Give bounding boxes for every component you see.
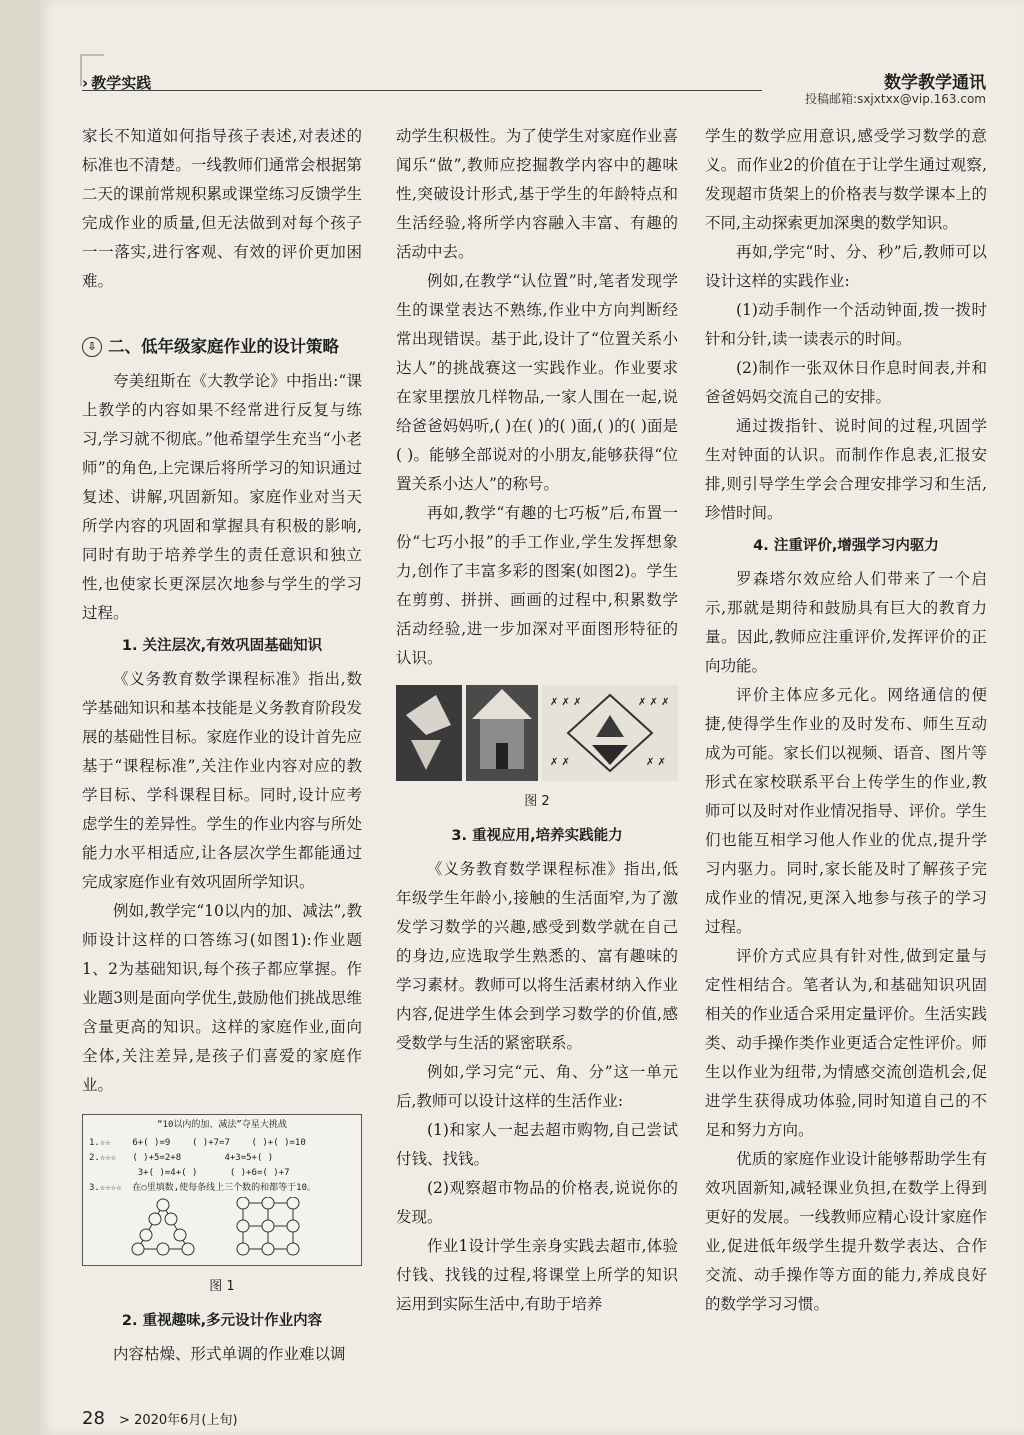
column-2 [396,122,678,1319]
header-rule [82,90,762,91]
download-icon: ⇩ [82,337,102,357]
paragraph: 评价方式应具有针对性,做到定量与定性相结合。笔者认为,和基础知识巩固相关的作业适合采用定量评价。生活实践类、动手操作类作业更适合定性评价。师生以作业为纽带,为情感交流创造机会,促进学生获得成功体验,同时知道自己的不足和努力方向。 [705,947,987,1139]
journal-title: 数学教学通讯 [884,73,986,93]
paragraph: 通过拨指针、说时间的过程,巩固学生对钟面的认识。而制作作息表,汇报安排,则引导学生学会合理安排学习和生活,珍惜时间。 [705,417,987,522]
tangram-boat-shape [542,685,678,781]
paragraph: 《义务教育数学课程标准》指出,数学基础知识和基本技能是义务教育阶段发展的基础性目标。家庭作业的设计首先应基于“课程标准”,关注作业内容对应的教学目标、学科课程目标。同时,设计应考虑学生的差异性。学生的作业内容与所处能力水平相适应,让各层次学生都能通过完成家庭作业有效巩固所学知识。 [82,670,362,891]
paragraph: (2)制作一张双休日作息时间表,并和爸爸妈妈交流自己的安排。 [705,359,987,406]
paragraph: 再如,教学“有趣的七巧板”后,布置一份“七巧小报”的手工作业,学生发挥想象力,创作了丰富多彩的图案(如图2)。学生在剪剪、拼拼、画画的过程中,积累数学活动经验,进一步加深对平面图形特征的认识。 [396,504,678,667]
figure-1-row: 2.☆☆☆ ( )+5=2+8 4+3=5+( ) [89,1153,274,1163]
svg-text:✗ ✗: ✗ ✗ [550,757,570,768]
figure-1-row: 3+( )=4+( ) ( )+6=( )+7 [89,1168,290,1178]
section-label-text: 教学实践 [91,74,152,92]
figure-1-row: 1.☆☆ 6+( )=9 ( )+7=7 ( )+( )=10 [89,1138,306,1148]
subheading: 2. 重视趣味,多元设计作业内容 [121,1313,323,1329]
figure-2-caption: 图 2 [524,794,550,809]
paragraph: 罗森塔尔效应给人们带来了一个启示,那就是期待和鼓励具有巨大的教育力量。因此,教师应注重评价,发挥评价的正向功能。 [705,570,987,675]
figure-2 [396,685,678,781]
paragraph: 学生的数学应用意识,感受学习数学的意义。而作业2的价值在于让学生通过观察,发现超市货架上的价格表与数学课本上的不同,主动探索更加深奥的数学知识。 [705,127,987,232]
figure-1 [82,1114,362,1266]
page-header [82,68,986,108]
paragraph: 例如,在教学“认位置”时,笔者发现学生的课堂表达不熟练,作业中方向判断经常出现错误。基于此,设计了“位置关系小达人”的挑战赛这一实践作业。作业要求在家里摆放几样物品,一家人围在一起,说给爸爸妈妈听,( )在( )的( )面,( )的( )面是( )。能够全部说对的小朋友,能够获得“位置关系小达人”的称号。 [396,272,678,493]
svg-text:✗ ✗ ✗: ✗ ✗ ✗ [550,697,582,708]
tangram-photo [466,685,538,781]
tangram-shape [396,685,462,781]
paragraph: 内容枯燥、形式单调的作业难以调 [113,1345,346,1363]
section-label [82,72,151,93]
paragraph: 例如,教学完“10以内的加、减法”,教师设计这样的口答练习(如图1):作业题1、2为基础知识,每个孩子都应掌握。作业题3则是面向学优生,鼓励他们挑战思维含量更高的知识。这样的家庭作业,面向全体,关注差异,是孩子们喜爱的家庭作业。 [82,902,362,1094]
paragraph: (1)和家人一起去超市购物,自己尝试付钱、找钱。 [396,1121,678,1168]
tangram-house-shape [466,685,538,781]
paragraph: 家长不知道如何指导孩子表述,对表述的标准也不清楚。一线教师们通常会根据第二天的课前常规积累或课堂练习反馈学生完成作业的质量,但无法做到对每个孩子一一落实,进行客观、有效的评价更加困难。 [82,127,362,290]
svg-text:✗ ✗ ✗: ✗ ✗ ✗ [638,697,670,708]
paragraph: 作业1设计学生亲身实践去超市,体验付钱、找钱的过程,将课堂上所学的知识运用到实际生活中,有助于培养 [396,1237,678,1313]
issue-date: > 2020年6月(上旬) [119,1413,238,1428]
paragraph: 动学生积极性。为了使学生对家庭作业喜闻乐“做”,教师应挖掘教学内容中的趣味性,突破设计形式,基于学生的年龄特点和生活经验,将所学内容融入丰富、有趣的活动中去。 [396,127,678,261]
submission-email: 投稿邮箱:sxjxtxx@vip.163.com [805,92,986,106]
figure-1-caption: 图 1 [209,1279,235,1294]
chevron-icon: › [82,74,89,92]
circle-puzzle-diagram [83,1197,363,1262]
subheading: 3. 重视应用,培养实践能力 [451,828,623,844]
figure-1-title: “10以内的加、减法”夺星大挑战 [157,1120,287,1130]
page-number: 28 [82,1408,105,1429]
paragraph: 评价主体应多元化。网络通信的便捷,使得学生作业的及时发布、师生互动成为可能。家长们以视频、语音、图片等形式在家校联系平台上传学生的作业,教师可以及时对作业情况指导、评价。学生们也能互相学习他人作业的优点,提升学习内驱力。同时,家长能及时了解孩子完成作业的情况,更深入地参与孩子的学习过程。 [705,686,987,936]
subheading: 1. 关注层次,有效巩固基础知识 [121,638,323,654]
tangram-photo [396,685,462,781]
column-3 [705,122,987,1319]
section-heading [82,332,362,361]
paragraph: 优质的家庭作业设计能够帮助学生有效巩固新知,减轻课业负担,在数学上得到更好的发展。一线教师应精心设计家庭作业,促进低年级学生提升数学表达、合作交流、动手操作等方面的能力,养成良好的数学学习习惯。 [705,1150,987,1313]
column-1 [82,122,362,1369]
paragraph: (2)观察超市物品的价格表,说说你的发现。 [396,1179,678,1226]
svg-text:✗ ✗: ✗ ✗ [646,757,666,768]
paragraph: 再如,学完“时、分、秒”后,教师可以设计这样的实践作业: [705,243,987,290]
paragraph: 例如,学习完“元、角、分”这一单元后,教师可以设计这样的生活作业: [396,1063,678,1110]
page-footer [82,1408,238,1429]
section-heading-text: 二、低年级家庭作业的设计策略 [108,337,339,356]
paragraph: (1)动手制作一个活动钟面,拨一拨时针和分针,读一读表示的时间。 [705,301,987,348]
subheading: 4. 注重评价,增强学习内驱力 [753,538,939,554]
paragraph: 《义务教育数学课程标准》指出,低年级学生年龄小,接触的生活面窄,为了激发学习数学的兴趣,感受到数学就在自己的身边,应选取学生熟悉的、富有趣味的学习素材。教师可以将生活素材纳入作业内容,促进学生体会到学习数学的价值,感受数学与生活的紧密联系。 [396,860,678,1052]
tangram-photo [542,685,678,781]
figure-1-row: 3.☆☆☆☆ 在○里填数,使每条线上三个数的和都等于10。 [89,1183,317,1193]
paragraph: 夸美纽斯在《大教学论》中指出:“课上教学的内容如果不经常进行反复与练习,学习就不彻底。”他希望学生充当“小老师”的角色,上完课后将所学习的知识通过复述、讲解,巩固新知。家庭作业对当天所学内容的巩固和掌握具有积极的影响,同时有助于培养学生的责任意识和独立性,也使家长更深层次地参与学生的学习过程。 [82,372,362,622]
